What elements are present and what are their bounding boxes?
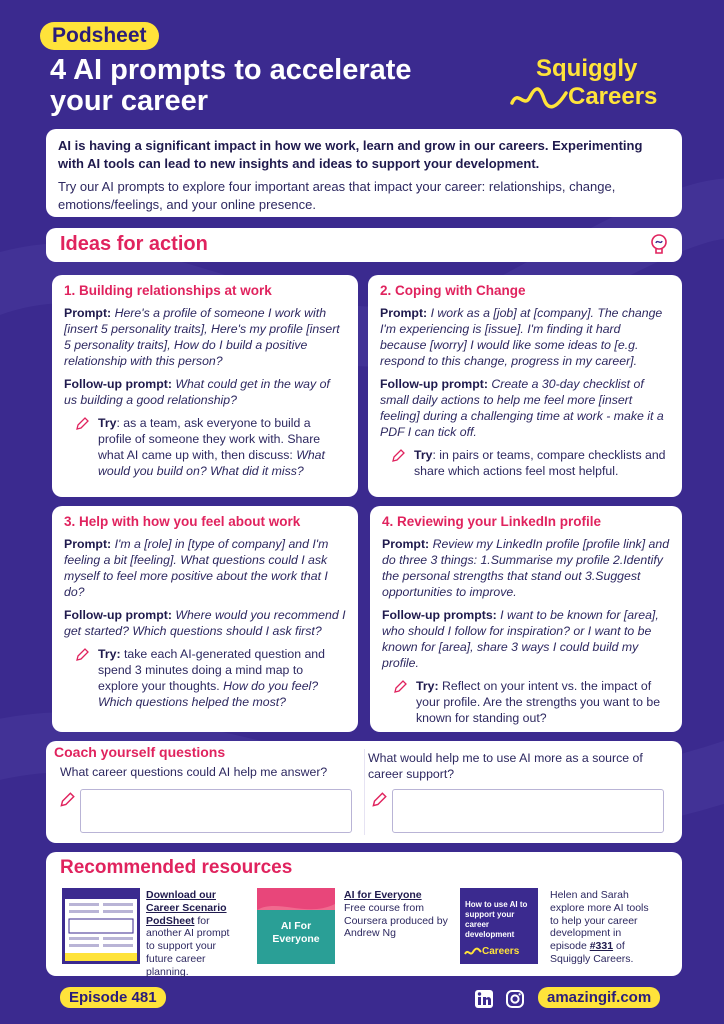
try-label: Try:	[98, 647, 121, 661]
followup-label: Follow-up prompts:	[382, 608, 497, 622]
intro-text: Try our AI prompts to explore four important areas that impact your career: relationships, change, emotions/feelings, and your online presence.	[58, 179, 616, 212]
box-prompt	[64, 305, 346, 369]
episode-331-link[interactable]: #331	[589, 940, 614, 953]
prompt-text: I work as a [job] at [company]. The change I'm experiencing is [issue]. I'm finding it hard because [worry] I would like some ideas to [e.g. respond to this change, progress in my career].	[380, 306, 663, 368]
followup-label: Follow-up prompt:	[64, 608, 172, 622]
idea-box-feelings	[52, 506, 358, 732]
podsheet-badge: Podsheet	[40, 22, 159, 50]
pencil-icon	[58, 791, 76, 809]
episode-badge: Episode 481	[60, 987, 166, 1008]
try-text: Reflect on your intent vs. the impact of your profile. Are the strengths you want to be known for standing out?	[416, 679, 661, 725]
try-label: Try:	[416, 679, 439, 693]
logo-line-1: Squiggly	[536, 55, 638, 82]
squiggle-icon	[464, 946, 482, 958]
answer-box-1[interactable]	[80, 789, 352, 833]
try-label: Try	[414, 448, 433, 462]
prompt-label: Prompt:	[64, 306, 112, 320]
logo-line-2: Careers	[568, 83, 658, 110]
pencil-icon	[370, 791, 388, 809]
answer-box-2[interactable]	[392, 789, 664, 833]
resource-text: Helen and Sarah explore more AI tools to help your career development in episode	[550, 889, 649, 953]
episode-thumb-title: How to use AI to support your career development	[465, 900, 528, 939]
linkedin-icon[interactable]	[474, 989, 494, 1009]
box-title: 3. Help with how you feel about work	[64, 514, 301, 529]
pencil-icon	[74, 416, 90, 432]
box-prompt	[380, 305, 670, 369]
try-italic: How do you feel? Which questions helped the most?	[98, 679, 319, 709]
intro-bold-text: AI is having a significant impact in how we work, learn and grow in our careers. Experimenting with AI tools can lead to new insights and ideas to support your development.	[58, 138, 643, 171]
resource-ai-for-everyone	[344, 889, 456, 940]
website-link[interactable]: amazingif.com	[538, 987, 660, 1008]
prompt-text: Review my LinkedIn profile [profile link] and do three 3 things: 1.Summarise my profile 2.Identify the personal strengths that stand out 3.Suggest opportunities to improve.	[382, 537, 670, 599]
coach-question-1: What career questions could AI help me answer?	[60, 765, 328, 779]
pencil-icon	[74, 647, 90, 663]
box-try	[380, 447, 670, 479]
resources-heading: Recommended resources	[60, 857, 293, 878]
instagram-icon[interactable]	[505, 989, 525, 1009]
ai-for-everyone-link[interactable]: AI for Everyone	[344, 889, 422, 901]
try-text: take each AI-generated question and spend 3 minutes doing a mind map to explore your thoughts.	[98, 647, 325, 693]
resources-card	[46, 852, 682, 976]
prompt-text: Here's a profile of someone I work with [insert 5 personality traits], Here's my profile [insert 5 personality traits], How do I build a positive relationship with this person?	[64, 306, 340, 368]
followup-text: Create a 30-day checklist of small daily actions to help me feel more [insert feeling] during a challenging time at work - make it a PDF I can tick off.	[380, 377, 664, 439]
ideas-heading: Ideas for action	[60, 233, 208, 255]
page-title: 4 AI prompts to accelerate your career	[50, 54, 412, 117]
divider	[364, 749, 365, 835]
coach-question-2: What would help me to use AI more as a source of career support?	[368, 751, 643, 781]
resource-episode-331	[550, 889, 650, 966]
box-title: 1. Building relationships at work	[64, 283, 272, 298]
ideas-header	[46, 228, 682, 262]
box-title: 4. Reviewing your LinkedIn profile	[382, 514, 602, 529]
idea-box-relationships	[52, 275, 358, 497]
box-try	[382, 678, 670, 726]
followup-text: Where would you recommend I get started? Which questions should I ask first?	[64, 608, 346, 638]
followup-text: I want to be known for [area], who should I follow for inspiration? or I want to be known for [area], share 3 ways I could build my profile.	[382, 608, 659, 670]
career-scenario-thumbnail[interactable]	[62, 888, 140, 964]
try-text: : in pairs or teams, compare checklists and share which actions feel most helpful.	[414, 448, 666, 478]
resource-career-scenario	[146, 889, 241, 979]
episode-thumb-brand: Careers	[482, 946, 520, 957]
prompt-label: Prompt:	[382, 537, 430, 551]
box-title: 2. Coping with Change	[380, 283, 526, 298]
pencil-icon	[392, 679, 408, 695]
box-try	[64, 646, 346, 710]
episode-331-thumbnail[interactable]	[460, 888, 538, 964]
followup-label: Follow-up prompt:	[64, 377, 172, 391]
coach-heading: Coach yourself questions	[54, 744, 226, 760]
resource-text: Free course from Coursera produced by Andrew Ng	[344, 901, 448, 940]
pencil-icon	[390, 448, 406, 464]
box-followup	[64, 376, 346, 408]
resource-text: of Squiggly Careers.	[550, 940, 634, 965]
followup-text: What could get in the way of us building a good relationship?	[64, 377, 330, 407]
box-try	[64, 415, 346, 479]
lightbulb-icon	[648, 233, 670, 257]
try-label: Try	[98, 416, 117, 430]
prompt-label: Prompt:	[64, 537, 112, 551]
squiggly-careers-logo	[510, 55, 690, 115]
resource-text: for another AI prompt to support your future career planning.	[146, 914, 230, 978]
try-italic: What would you build on? What did it miss?	[98, 448, 325, 478]
box-followup	[382, 607, 670, 671]
box-prompt	[64, 536, 346, 600]
ai-for-everyone-thumbnail[interactable]	[257, 888, 335, 964]
intro-card	[46, 129, 682, 217]
idea-box-change	[368, 275, 682, 497]
box-followup	[64, 607, 346, 639]
coach-yourself-card	[46, 741, 682, 843]
prompt-label: Prompt:	[380, 306, 428, 320]
box-prompt	[382, 536, 670, 600]
idea-box-linkedin	[370, 506, 682, 732]
prompt-text: I'm a [role] in [type of company] and I'm feeling a bit [feeling]. What questions could I ask myself to feel more positive about the work that I do?	[64, 537, 329, 599]
ai-for-everyone-thumb-text: AI For Everyone	[272, 920, 320, 945]
box-followup	[380, 376, 670, 440]
document-thumbnail-icon	[65, 891, 137, 961]
try-text: : as a team, ask everyone to build a profile of someone they work with. Share what AI came up with, then discuss:	[98, 416, 321, 462]
followup-label: Follow-up prompt:	[380, 377, 488, 391]
career-scenario-link[interactable]: Download our Career Scenario PodSheet	[146, 889, 227, 927]
squiggle-icon	[510, 83, 570, 113]
